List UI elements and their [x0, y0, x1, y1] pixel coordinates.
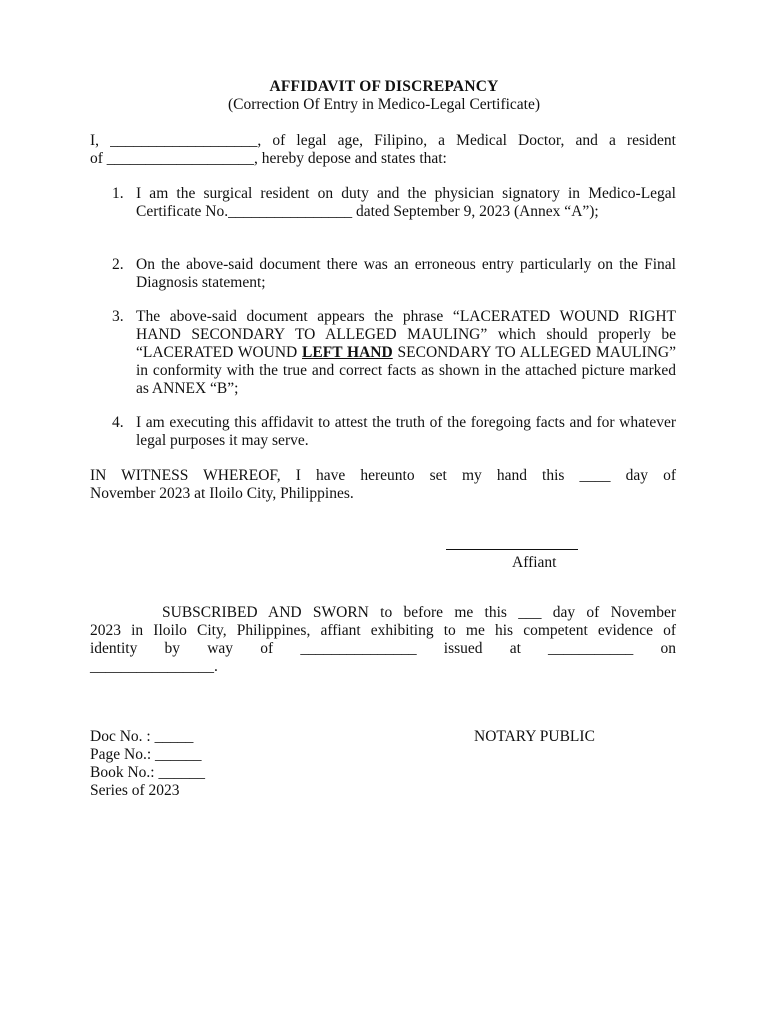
witness-line-1: IN WITNESS WHEREOF, I have hereunto set my hand this ____ day of — [90, 467, 676, 484]
list-item — [112, 308, 676, 398]
affiant-signature-line — [446, 537, 578, 550]
subscribed-line-3: identity by way of _______________ issued at ___________ on — [90, 640, 676, 657]
item-number: 3. — [112, 308, 124, 325]
list-item — [112, 256, 676, 292]
document-subtitle: (Correction Of Entry in Medico-Legal Certificate) — [227, 96, 541, 113]
intro-line-1: I, ___________________, of legal age, Filipino, a Medical Doctor, and a resident — [90, 132, 676, 149]
document-title: AFFIDAVIT OF DISCREPANCY — [269, 78, 499, 95]
intro-line-2: of ___________________, hereby depose and states that: — [90, 150, 447, 167]
notarial-register-info — [90, 728, 205, 800]
item-text: I am the surgical resident on duty and the physician signatory in Medico-Legal Certificate No.________________ dated September 9, 2023 (Annex “A”); — [136, 185, 676, 220]
subscribed-line-4: ________________. — [90, 658, 218, 675]
item-number: 2. — [112, 256, 124, 273]
item-number: 4. — [112, 414, 124, 431]
intro-paragraph — [90, 132, 676, 168]
list-item — [112, 185, 676, 221]
witness-paragraph — [90, 467, 676, 503]
subscribed-line-1: SUBSCRIBED AND SWORN to before me this ___ day of November — [162, 604, 676, 621]
list-item — [112, 414, 676, 450]
page-no: Page No.: ______ — [90, 746, 202, 763]
subscribed-line-2: 2023 in Iloilo City, Philippines, affiant exhibiting to me his competent evidence of — [90, 622, 676, 639]
item-text — [136, 308, 676, 398]
emphasis-left-hand: LEFT HAND — [302, 344, 393, 361]
item-text: On the above-said document there was an erroneous entry particularly on the Final Diagnosis statement; — [136, 256, 676, 291]
book-no: Book No.: ______ — [90, 764, 205, 781]
notary-public-label: NOTARY PUBLIC — [474, 728, 595, 745]
item-text-after: SECONDARY TO ALLEGED MAULING” in conformity with the true and correct facts as shown in the attached picture marked as ANNEX “B”; — [136, 344, 677, 397]
item-text: I am executing this affidavit to attest the truth of the foregoing facts and for whatever legal purposes it may serve. — [136, 414, 676, 449]
subscribed-paragraph — [90, 604, 676, 676]
witness-line-2: November 2023 at Iloilo City, Philippines. — [90, 485, 354, 502]
affiant-label: Affiant — [512, 554, 557, 571]
item-text-before: The above-said document appears the phrase “LACERATED WOUND RIGHT HAND SECONDARY TO ALLEGED MAULING” which should properly be “LACERATED WOUND — [136, 308, 676, 361]
item-number: 1. — [112, 185, 124, 202]
series: Series of 2023 — [90, 782, 180, 799]
doc-no: Doc No. : _____ — [90, 728, 194, 745]
